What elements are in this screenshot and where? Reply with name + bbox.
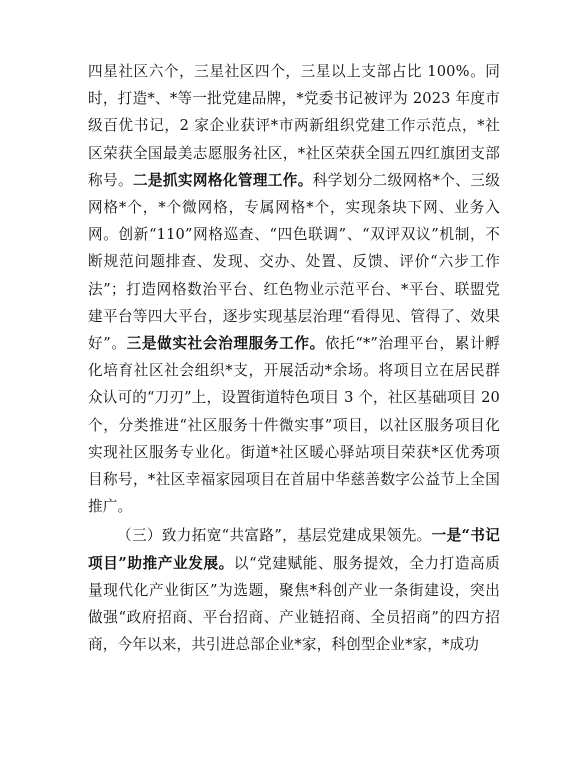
paragraph-2 <box>88 522 500 658</box>
paragraph-1-run-3: 科学划分二级网格*个、三级网格*个，*个微网格，专属网格*个，实现条块下网、业务入网。创新“110”网格巡查、“四色联调”、“双评双议”机制，不断规范问题排查、发现、交办、处置、反馈、评价“六步工作法”；打造网格数治平台、红色物业示范平台、*平台、联盟党建平台等四大平台，逐步实现基层治理“看得见、管得了、效果好”。 <box>88 171 500 353</box>
section-heading-3: （三）致力拓宽“共富路”，基层党建成果领先。 <box>117 527 432 545</box>
paragraph-1-run-5: 依托“*”治理平台，累计孵化培育社区社会组织*支，开展活动*余场。将项目立在居民群众认可的“刀刃”上，设置街道特色项目 3 个，社区基础项目 20 个，分类推进“社区服务十件微实事”项目，以社区服务项目化实现社区服务专业化。街道*社区暖心驿站项目荣获*区优秀项目称号，*社区幸福家园项目在首届中华慈善数字公益节上全国推广。 <box>88 335 501 516</box>
paragraph-1-run-1: 四星社区六个，三星社区四个，三星以上支部占比 100%。同时，打造*、*等一批党建品牌，*党委书记被评为 2023 年度市级百优书记，2 家企业获评*市两新组织党建工作示范点，*社区荣获全国最美志愿服务社区，*社区荣获全国五四红旗团支部称号。 <box>88 63 500 189</box>
paragraph-1 <box>88 58 500 520</box>
paragraph-1-heading-3: 三是做实社会治理服务工作。 <box>126 335 325 353</box>
paragraph-2-heading-1: 一是“书记项目”助推产业发展。 <box>88 527 500 572</box>
document-body <box>88 58 500 658</box>
paragraph-1-heading-2: 二是抓实网格化管理工作。 <box>132 171 313 189</box>
paragraph-2-run-3: 以“党建赋能、服务提效，全力打造高质量现代化产业街区”为选题，聚焦*科创产业一条街建设，突出做强“政府招商、平台招商、产业链招商、全员招商”的四方招商，今年以来，共引进总部企业*家，科创型企业*家，*成功 <box>88 554 500 654</box>
